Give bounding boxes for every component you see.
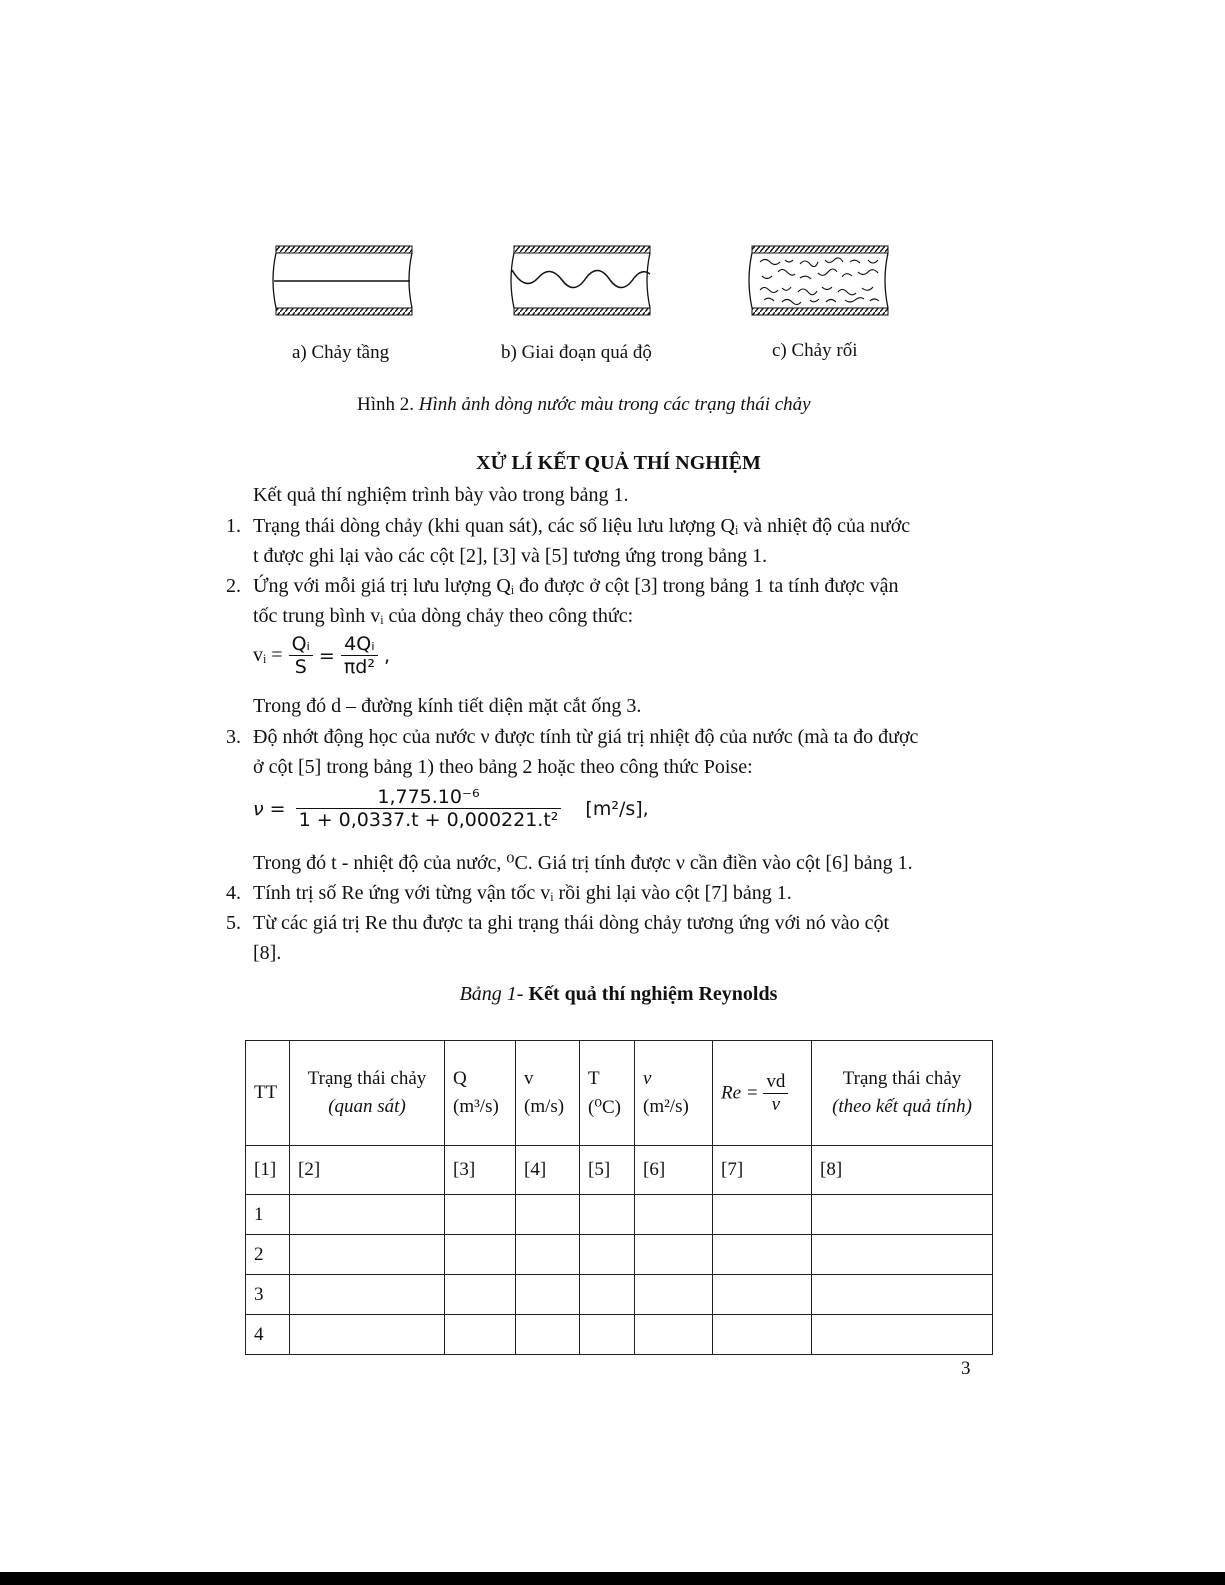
formula-fraction: [289, 633, 313, 678]
empty-cell: [812, 1195, 993, 1235]
fraction-denominator: S: [294, 656, 307, 678]
item-3-line-1: Độ nhớt động học của nước ν được tính từ giá trị nhiệt độ của nước (mà ta đo được: [253, 726, 919, 748]
empty-cell: [713, 1235, 812, 1275]
header-subtext: (m³/s): [453, 1096, 499, 1117]
index-cell: [4]: [516, 1146, 580, 1195]
empty-cell: [290, 1195, 445, 1235]
row-number: 3: [246, 1275, 290, 1315]
empty-cell: [580, 1275, 635, 1315]
header-text: ν: [643, 1068, 652, 1089]
fraction-numerator: 4Qᵢ: [341, 633, 378, 656]
item-number: 2.: [226, 575, 241, 597]
row-number: 1: [246, 1195, 290, 1235]
index-cell: [8]: [812, 1146, 993, 1195]
header-subtext: (quan sát): [328, 1096, 406, 1117]
header-cell: [516, 1041, 580, 1146]
formula-lhs: ν =: [253, 797, 286, 820]
section-intro: Kết quả thí nghiệm trình bày vào trong bảng 1.: [253, 484, 629, 506]
header-subtext: (theo kết quả tính): [832, 1096, 972, 1117]
figure-label-transitional: b) Giai đoạn quá độ: [501, 342, 652, 363]
header-text: v: [524, 1068, 534, 1089]
empty-cell: [445, 1315, 516, 1355]
table-row: [246, 1315, 993, 1355]
table-row: [246, 1275, 993, 1315]
note-temperature: Trong đó t - nhiệt độ của nước, ⁰C. Giá trị tính được ν cần điền vào cột [6] bảng 1.: [253, 852, 913, 874]
empty-cell: [635, 1315, 713, 1355]
row-number: 2: [246, 1235, 290, 1275]
header-text: T: [588, 1067, 600, 1089]
header-cell: [635, 1041, 713, 1146]
figure-caption-text: Hình ảnh dòng nước màu trong các trạng thái chảy: [418, 394, 811, 415]
equals-sign: =: [318, 644, 335, 667]
flow-regimes-figure: [270, 240, 900, 330]
turbulent-flow-pipe: [749, 246, 888, 315]
formula-fraction: [341, 633, 378, 678]
formula-lhs: vᵢ =: [253, 644, 283, 666]
figure-caption: [357, 394, 811, 416]
formula-fraction: [296, 786, 562, 831]
item-1-line-2: t được ghi lại vào các cột [2], [3] và [5] tương ứng trong bảng 1.: [253, 545, 768, 567]
empty-cell: [445, 1275, 516, 1315]
item-number: 3.: [226, 726, 241, 748]
fraction-denominator: 1 + 0,0337.t + 0,000221.t²: [298, 809, 559, 831]
item-number: 4.: [226, 882, 241, 904]
index-cell: [5]: [580, 1146, 635, 1195]
item-5-line-1: Từ các giá trị Re thu được ta ghi trạng thái dòng chảy tương ứng với nó vào cột: [253, 912, 890, 934]
fraction-denominator: ν: [771, 1093, 781, 1115]
fraction-numerator: vd: [763, 1071, 788, 1094]
header-text: Re =: [721, 1082, 759, 1103]
scan-bottom-border: [0, 1572, 1225, 1585]
figure-label-laminar: a) Chảy tầng: [292, 342, 390, 363]
empty-cell: [713, 1315, 812, 1355]
table-caption-title: Kết quả thí nghiệm Reynolds: [528, 983, 778, 1005]
empty-cell: [635, 1195, 713, 1235]
fraction-denominator: πd²: [343, 656, 375, 678]
empty-cell: [516, 1235, 580, 1275]
empty-cell: [812, 1275, 993, 1315]
header-cell: [445, 1041, 516, 1146]
empty-cell: [580, 1315, 635, 1355]
table-header-row: [246, 1041, 993, 1146]
empty-cell: [290, 1235, 445, 1275]
item-number: 1.: [226, 515, 241, 537]
empty-cell: [635, 1275, 713, 1315]
index-cell: [3]: [445, 1146, 516, 1195]
empty-cell: [445, 1195, 516, 1235]
fraction-numerator: 1,775.10⁻⁶: [296, 786, 562, 809]
fraction-numerator: Qᵢ: [289, 633, 313, 656]
table-caption: [0, 979, 1225, 1009]
figure-label-turbulent: c) Chảy rối: [772, 340, 858, 361]
header-subtext: (m/s): [524, 1096, 565, 1117]
results-table: [245, 1040, 993, 1355]
section-title: XỬ LÍ KẾT QUẢ THÍ NGHIỆM: [476, 452, 761, 474]
item-3-line-2: ở cột [5] trong bảng 1) theo bảng 2 hoặc theo công thức Poise:: [253, 756, 753, 778]
header-subtext: (m²/s): [643, 1096, 689, 1117]
item-2-line-1: Ứng với mỗi giá trị lưu lượng Qᵢ đo được ở cột [3] trong bảng 1 ta tính được vận: [253, 575, 899, 597]
item-4-line-1: Tính trị số Re ứng với từng vận tốc vᵢ rồi ghi lại vào cột [7] bảng 1.: [253, 882, 792, 904]
reynolds-fraction: [763, 1071, 788, 1116]
empty-cell: [290, 1275, 445, 1315]
header-subtext: (⁰C): [588, 1096, 621, 1118]
empty-cell: [516, 1315, 580, 1355]
note-diameter: Trong đó d – đường kính tiết diện mặt cắt ống 3.: [253, 695, 642, 717]
page-number: 3: [961, 1358, 971, 1379]
index-cell: [2]: [290, 1146, 445, 1195]
header-text: Trạng thái chảy: [307, 1068, 427, 1089]
header-cell: [290, 1041, 445, 1146]
header-text: Trạng thái chảy: [842, 1068, 962, 1089]
laminar-flow-pipe: [273, 246, 412, 315]
table-row: [246, 1235, 993, 1275]
velocity-formula: [253, 633, 390, 678]
header-cell: [246, 1041, 290, 1146]
empty-cell: [713, 1195, 812, 1235]
header-text: TT: [254, 1082, 278, 1103]
item-number: 5.: [226, 912, 241, 934]
empty-cell: [812, 1315, 993, 1355]
poise-formula: [253, 786, 649, 831]
table-caption-label: Bảng 1-: [459, 983, 524, 1005]
header-text: Q: [453, 1068, 467, 1089]
index-cell: [1]: [246, 1146, 290, 1195]
index-cell: [6]: [635, 1146, 713, 1195]
empty-cell: [516, 1275, 580, 1315]
header-cell: [812, 1041, 993, 1146]
formula-unit: [m²/s],: [585, 797, 649, 820]
item-5-line-2: [8].: [253, 942, 282, 964]
empty-cell: [290, 1315, 445, 1355]
formula-tail: ,: [383, 644, 391, 667]
empty-cell: [580, 1235, 635, 1275]
header-cell: [580, 1041, 635, 1146]
table-row: [246, 1195, 993, 1235]
header-cell: [713, 1041, 812, 1146]
row-number: 4: [246, 1315, 290, 1355]
figure-caption-prefix: Hình 2.: [357, 394, 414, 415]
index-cell: [7]: [713, 1146, 812, 1195]
empty-cell: [516, 1195, 580, 1235]
empty-cell: [635, 1235, 713, 1275]
empty-cell: [445, 1235, 516, 1275]
item-2-line-2: tốc trung bình vᵢ của dòng chảy theo công thức:: [253, 605, 634, 627]
empty-cell: [580, 1195, 635, 1235]
empty-cell: [713, 1275, 812, 1315]
transitional-flow-pipe: [511, 246, 650, 315]
column-index-row: [246, 1146, 993, 1195]
item-1-line-1: Trạng thái dòng chảy (khi quan sát), các số liệu lưu lượng Qᵢ và nhiệt độ của nước: [253, 515, 911, 537]
empty-cell: [812, 1235, 993, 1275]
